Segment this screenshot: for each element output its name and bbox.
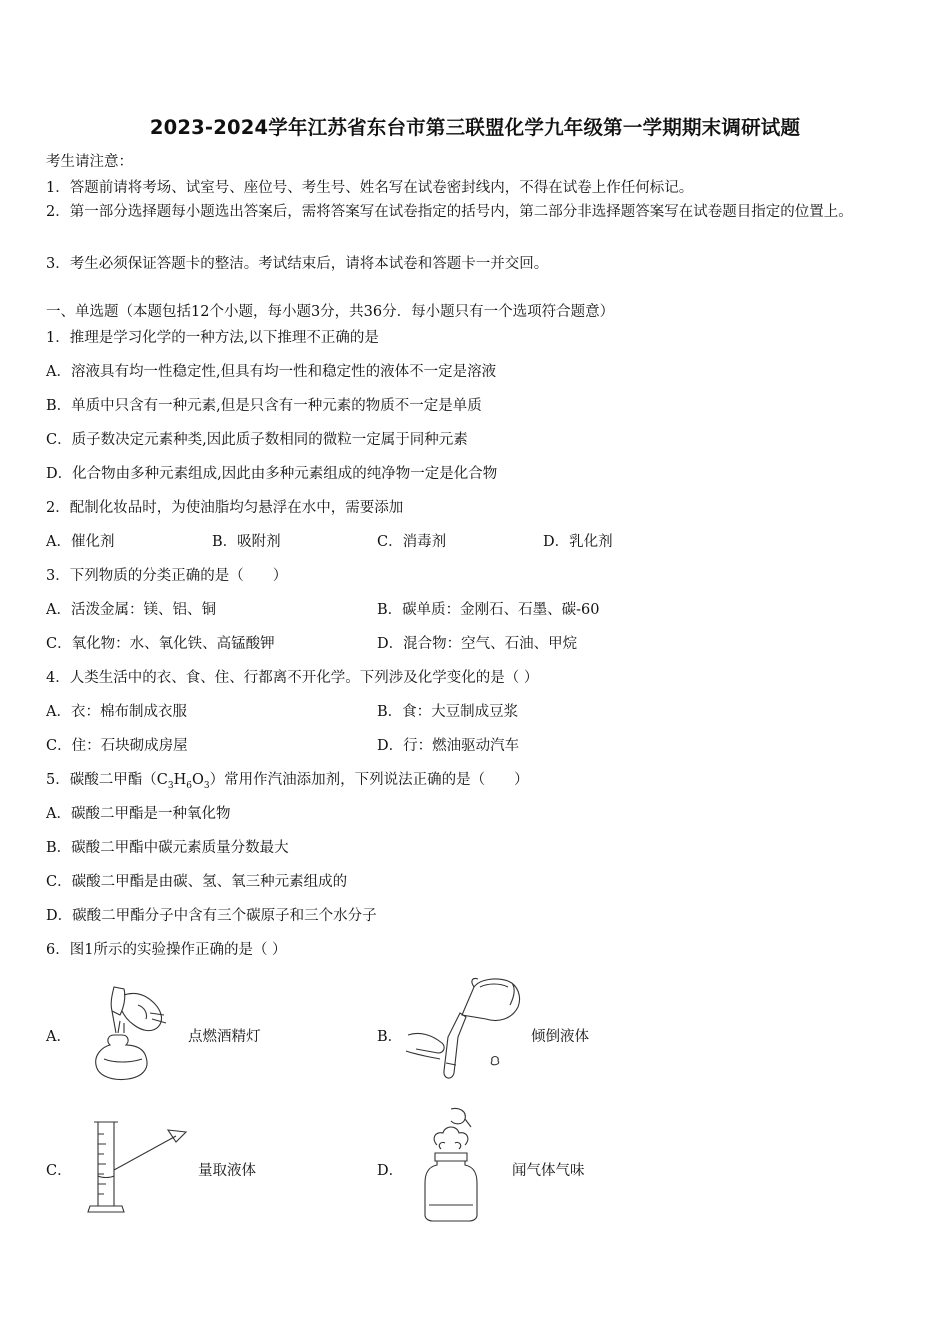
q5-option-b: B．碳酸二甲酯中碳元素质量分数最大 [46,840,289,856]
q4-option-a: A．衣：棉布制成衣服 [46,704,187,720]
q4-stem: 4．人类生活中的衣、食、住、行都离不开化学。下列涉及化学变化的是（ ） [46,670,539,686]
q2-option-a: A．催化剂 [46,534,115,550]
q4-option-c: C．住：石块砌成房屋 [46,738,188,754]
q6-option-b-label: B． [377,1029,403,1045]
pouring-liquid-illustration [400,975,525,1085]
section-heading: 一、单选题（本题包括12个小题，每小题3分，共36分．每小题只有一个选项符合题意） [46,304,615,320]
q6-option-c-caption: 量取液体 [198,1163,256,1179]
q6-option-a-caption: 点燃酒精灯 [188,1029,261,1045]
q2-stem: 2．配制化妆品时，为使油脂均匀悬浮在水中，需要添加 [46,500,404,516]
q5-stem [46,770,529,796]
q6-stem: 6．图1所示的实验操作正确的是（ ） [46,942,287,958]
q5-stem-post: ）常用作汽油添加剂，下列说法正确的是（ ） [209,772,529,788]
q5-sub-c: 3 [167,780,174,791]
q3-option-d: D．混合物：空气、石油、甲烷 [377,636,578,652]
q2-option-c: C．消毒剂 [377,534,447,550]
lamp-lighting-illustration [84,985,174,1085]
q1-option-d: D．化合物由多种元素组成,因此由多种元素组成的纯净物一定是化合物 [46,466,498,482]
q5-stem-o: O [191,772,204,788]
notice-heading: 考生请注意： [46,154,133,170]
q4-option-d: D．行：燃油驱动汽车 [377,738,520,754]
q5-option-a: A．碳酸二甲酯是一种氧化物 [46,806,231,822]
q5-stem-pre: 5．碳酸二甲酯（C [46,772,168,788]
q5-option-d: D．碳酸二甲酯分子中含有三个碳原子和三个水分子 [46,908,377,924]
q6-option-d-caption: 闻气体气味 [512,1163,585,1179]
q5-sub-h: 6 [186,780,192,791]
q6-option-d-label: D． [377,1163,404,1179]
q3-stem: 3．下列物质的分类正确的是（ ） [46,568,288,584]
q1-option-c: C．质子数决定元素种类,因此质子数相同的微粒一定属于同种元素 [46,432,468,448]
q3-option-b: B．碳单质：金刚石、石墨、碳-60 [377,602,600,618]
notice-item-1: 1．答题前请将考场、试室号、座位号、考生号、姓名写在试卷密封线内，不得在试卷上作任何标记。 [46,180,694,196]
notice-item-3: 3．考生必须保证答题卡的整洁。考试结束后，请将本试卷和答题卡一并交回。 [46,256,549,272]
graduated-cylinder-illustration [84,1118,194,1218]
q1-option-b: B．单质中只含有一种元素,但是只含有一种元素的物质不一定是单质 [46,398,482,414]
q1-option-a: A．溶液具有均一性稳定性,但具有均一性和稳定性的液体不一定是溶液 [46,364,497,380]
q4-option-b: B．食：大豆制成豆浆 [377,704,519,720]
q2-option-d: D．乳化剂 [543,534,613,550]
q6-option-b-caption: 倾倒液体 [531,1029,589,1045]
q2-option-b: B．吸附剂 [212,534,281,550]
notice-item-2: 2．第一部分选择题每小题选出答案后，需将答案写在试卷指定的括号内，第二部分非选择题答案写在试卷题目指定的位置上。 [46,204,853,220]
q6-option-c-label: C． [46,1163,72,1179]
q3-option-c: C．氧化物：水、氧化铁、高锰酸钾 [46,636,275,652]
q5-option-c: C．碳酸二甲酯是由碳、氢、氧三种元素组成的 [46,874,348,890]
q5-stem-h: H [173,772,187,788]
q1-stem: 1．推理是学习化学的一种方法,以下推理不正确的是 [46,330,379,346]
gas-bottle-illustration [415,1105,495,1223]
q6-option-a-label: A． [46,1029,71,1045]
q3-option-a: A．活泼金属：镁、铝、铜 [46,602,216,618]
q5-sub-o: 3 [203,780,210,791]
exam-title: 2023-2024学年江苏省东台市第三联盟化学九年级第一学期期末调研试题 [149,116,801,139]
